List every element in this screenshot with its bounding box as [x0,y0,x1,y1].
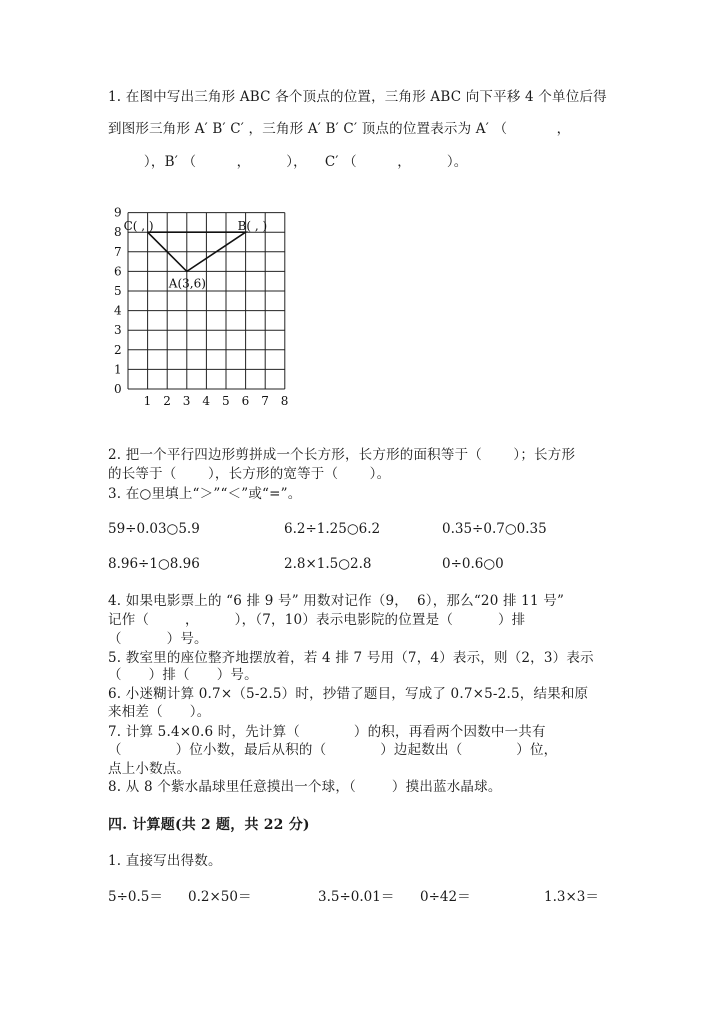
calc-item: 0÷42＝ [420,889,471,905]
q8-line1: 8. 从 8 个紫水晶球里任意摸出一个球，（ ）摸出蓝水晶球。 [108,779,502,795]
q3-item: 6.2÷1.25○6.2 [284,521,381,537]
y-tick-label: 6 [114,264,122,279]
x-tick-label: 2 [163,394,171,408]
q1-line1: 1. 在图中写出三角形 ABC 各个顶点的位置，三角形 ABC 向下平移 4 个单位后得 [108,89,607,105]
q3-item: 8.96÷1○8.96 [108,556,200,572]
section-heading: 四. 计算题(共 2 题，共 22 分) [108,817,310,833]
y-tick-label: 7 [114,244,122,259]
q7-line2: （ ）位小数，最后从积的（ ）边起数出（ ）位， [108,742,558,758]
q6-line1: 6. 小迷糊计算 0.7×（5-2.5）时，抄错了题目，写成了 0.7×5-2.5，结果和原 [108,686,589,702]
calc-item: 0.2×50＝ [188,889,252,905]
q7-line3: 点上小数点。 [108,761,191,777]
x-tick-label: 1 [143,394,152,408]
y-tick-label: 2 [114,342,122,357]
x-tick-label: 3 [182,394,191,408]
q1-line2: 到图形三角形 A′ B′ C′ ，三角形 A′ B′ C′ 顶点的位置表示为 A′ （ ， [108,121,571,137]
coordinate-grid [100,196,310,416]
q7-line1: 7. 计算 5.4×0.6 时，先计算（ ）的积，再看两个因数中一共有 [108,724,546,740]
q4-line2: 记作（ ， ），（7，10）表示电影院的位置是（ ）排 [108,612,526,628]
q3-item: 59÷0.03○5.9 [108,521,200,537]
x-tick-label: 6 [241,394,250,408]
calc-item: 3.5÷0.01＝ [318,889,395,905]
y-tick-label: 5 [114,284,122,298]
x-tick-label: 5 [222,394,230,408]
q2-line2: 的长等于（ ），长方形的宽等于（ ）。 [108,466,391,482]
q3-item: 0.35÷0.7○0.35 [442,521,547,537]
q4-line1: 4. 如果电影票上的 “6 排 9 号” 用数对记作（9， 6），那么“20 排 11 号” [108,593,565,609]
vertex-c-label: C( , ) [123,219,154,234]
q5-line1: 5. 教室里的座位整齐地摆放着，若 4 排 7 号用（7，4）表示，则（2，3）表示 [108,650,594,666]
q3-item: 2.8×1.5○2.8 [284,556,372,572]
x-axis-labels [144,394,289,408]
calc-item: 1.3×3＝ [544,889,599,905]
q1-line3: ），B′ （ ， ）， C′ （ ， ）。 [108,154,468,170]
grid-lines [128,213,285,389]
y-tick-label: 1 [114,362,122,377]
x-tick-label: 8 [280,394,289,408]
y-axis-labels [114,206,122,396]
q6-line2: 来相差（ ）。 [108,704,211,720]
q2-line1: 2. 把一个平行四边形剪拼成一个长方形，长方形的面积等于（ ）；长方形 [108,447,576,463]
x-tick-label: 4 [202,394,211,408]
y-tick-label: 4 [114,303,122,318]
q3-title: 3. 在○里填上“＞”“＜”或“=”。 [108,486,302,502]
y-tick-label: 8 [114,225,122,240]
calc-item: 5÷0.5＝ [108,889,163,905]
q3-item: 0÷0.6○0 [442,556,504,572]
y-tick-label: 0 [114,382,122,396]
calc-subtitle: 1. 直接写出得数。 [108,853,222,869]
q5-line2: （ ）排（ ）号。 [108,667,258,683]
y-tick-label: 3 [114,323,122,338]
vertex-b-label: B( , ) [237,219,268,234]
y-tick-label: 9 [114,205,122,220]
q4-line3: （ ）号。 [108,631,208,647]
vertex-a-label: A(3,6) [168,276,206,291]
x-tick-label: 7 [261,394,269,408]
